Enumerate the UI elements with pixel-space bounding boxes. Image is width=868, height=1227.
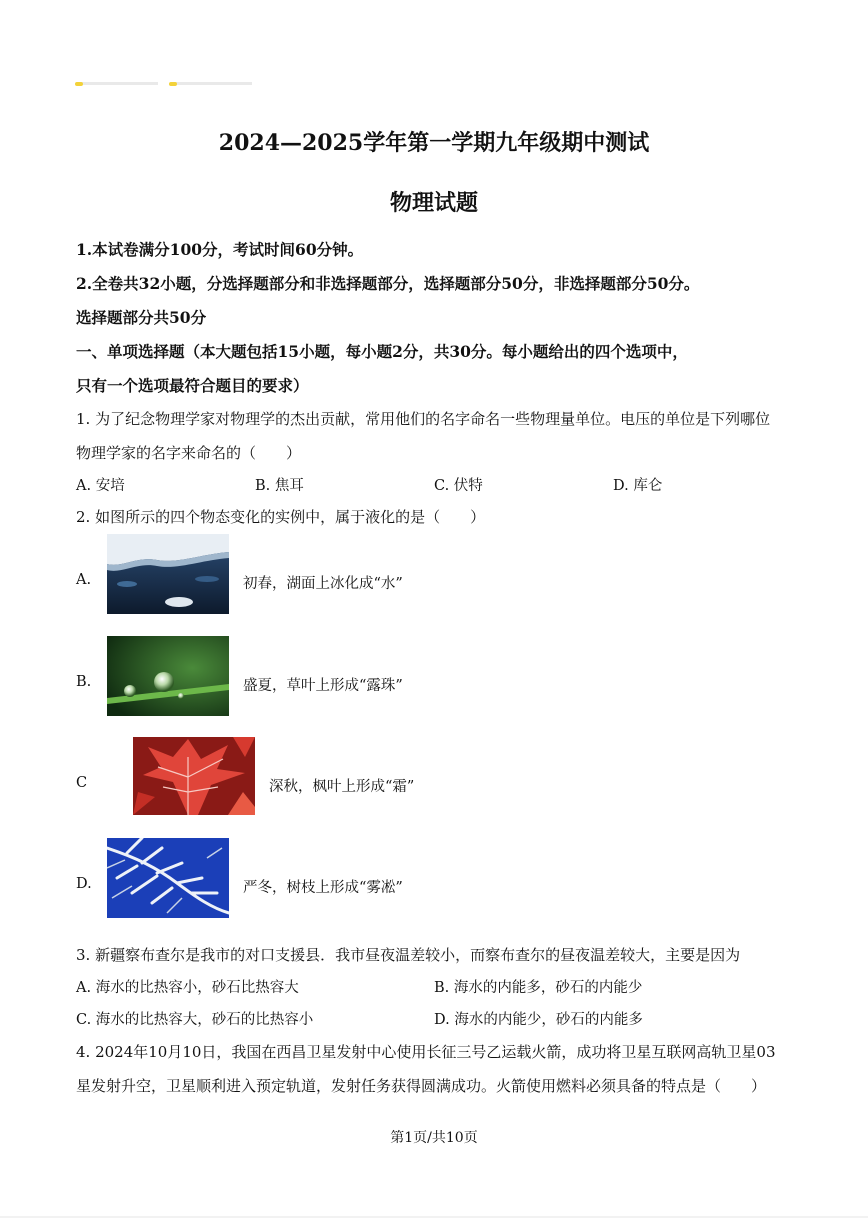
q3-option-a: A. 海水的比热容小，砂石比热容大 (76, 980, 299, 996)
q2-stem: 2. 如图所示的四个物态变化的实例中，属于液化的是（ ） (76, 508, 486, 526)
q3-option-d: D. 海水的内能少，砂石的内能多 (434, 1012, 643, 1028)
q2-item-b-label: B. (76, 674, 92, 690)
q1-option-b: B. 焦耳 (255, 478, 304, 494)
q4-stem-line1: 4. 2024年10月10日，我国在西昌卫星发射中心使用长征三号乙运载火箭，成功将卫星互联网高轨卫星03 (76, 1043, 776, 1061)
instruction-2: 2.全卷共32小题，分选择题部分和非选择题部分，选择题部分50分，非选择题部分50分。 (76, 274, 700, 293)
logo-mark-left (78, 82, 158, 85)
q3-option-c: C. 海水的比热容大，砂石的比热容小 (76, 1012, 314, 1028)
page-bottom-divider (0, 1216, 868, 1218)
q4-stem-line2: 星发射升空，卫星顺利进入预定轨道，发射任务获得圆满成功。火箭使用燃料必须具备的特点是（ ） (76, 1077, 767, 1095)
part1-heading-line1: 一、单项选择题（本大题包括15小题，每小题2分，共30分。每小题给出的四个选项中， (76, 342, 688, 361)
part1-heading-line2: 只有一个选项最符合题目的要求） (76, 376, 309, 395)
q2-item-d-caption: 严冬，树枝上形成“雾凇” (243, 880, 403, 896)
exam-title: 2024—2025学年第一学期九年级期中测试 (218, 130, 650, 156)
header-logo-marks (78, 82, 252, 90)
q2-item-c-image (133, 737, 255, 815)
q2-item-b-caption: 盛夏，草叶上形成“露珠” (243, 678, 403, 694)
q2-item-c-label: C (76, 775, 88, 791)
q1-option-c: C. 伏特 (434, 478, 483, 494)
exam-subtitle: 物理试题 (389, 190, 478, 216)
q2-item-b-image (107, 636, 229, 716)
q2-item-d-label: D. (76, 876, 92, 892)
q1-option-a: A. 安培 (76, 478, 125, 494)
q2-item-a-caption: 初春，湖面上冰化成“水” (243, 576, 403, 592)
q2-item-d-image (107, 838, 229, 918)
section-choice-heading: 选择题部分共50分 (76, 308, 207, 327)
q2-item-a-image (107, 534, 229, 614)
q3-option-b: B. 海水的内能多，砂石的内能少 (434, 980, 643, 996)
q1-stem-line1: 1. 为了纪念物理学家对物理学的杰出贡献，常用他们的名字命名一些物理量单位。电压的单位是下列哪位 (76, 410, 771, 428)
logo-mark-right (172, 82, 252, 85)
q3-stem: 3. 新疆察布查尔是我市的对口支援县．我市昼夜温差较小，而察布查尔的昼夜温差较大，主要是因为 (76, 946, 741, 964)
q1-stem-line2: 物理学家的名字来命名的（ ） (76, 444, 302, 462)
q2-item-c-caption: 深秋，枫叶上形成“霜” (269, 779, 415, 795)
instruction-1: 1.本试卷满分100分，考试时间60分钟。 (76, 240, 364, 259)
q1-option-d: D. 库仑 (613, 478, 663, 494)
page-number: 第1页/共10页 (390, 1130, 478, 1146)
q2-item-a-label: A. (76, 572, 92, 588)
